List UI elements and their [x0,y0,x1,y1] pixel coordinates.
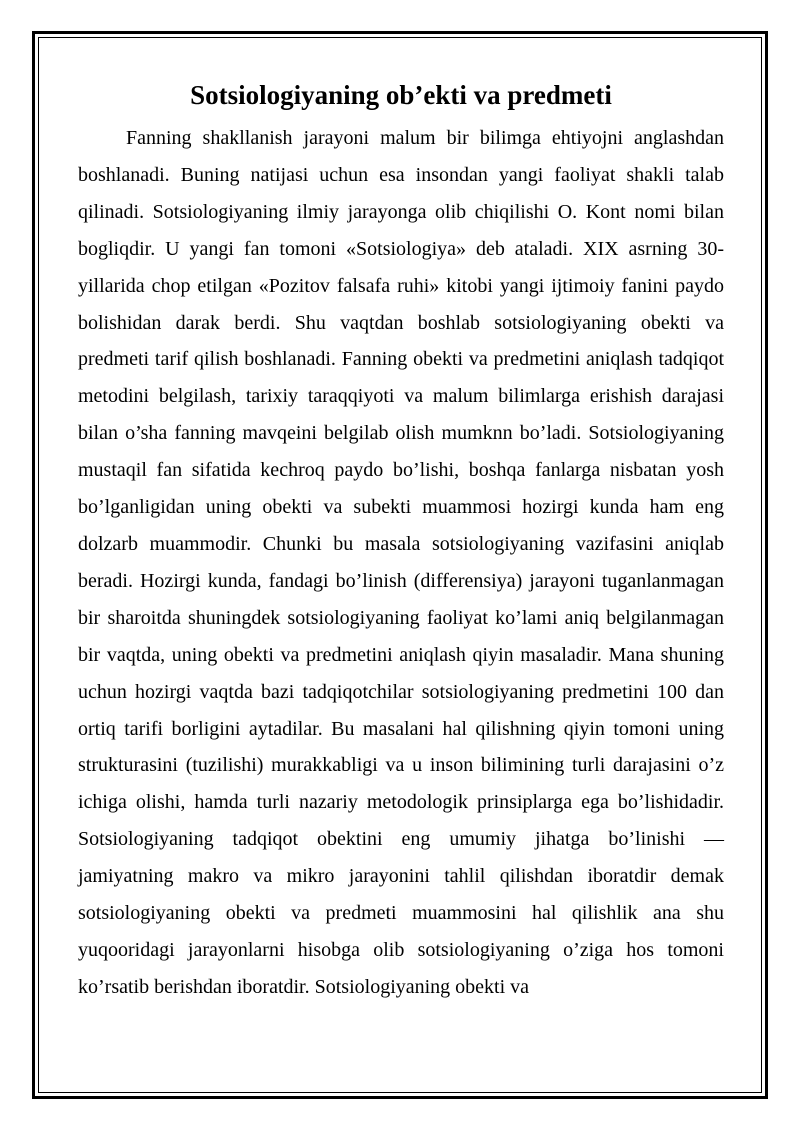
document-body-paragraph: Fanning shakllanish jarayoni malum bir bilimga ehtiyojni anglashdan boshlanadi. Buning natijasi uchun esa insondan yangi faoliyat shakli talab qilinadi. Sotsiologiyaning ilmiy jarayonga olib chiqilishi O. Kont nomi bilan bogliqdir. U yangi fan tomoni «Sotsiologiya» deb ataladi. XIX asrning 30-yillarida chop etilgan «Pozitov falsafa ruhi» kitobi yangi ijtimoiy fanini paydo bolishidan darak berdi. Shu vaqtdan boshlab sotsiologiyaning obekti va predmeti tarif qilish boshlanadi. Fanning obekti va predmetini aniqlash tadqiqot metodini belgilash, tarixiy taraqqiyoti va malum bilimlarga erishish darajasi bilan o’sha fanning mavqeini belgilab olish mumknn bo’ladi. Sotsiologiyaning mustaqil fan sifatida kechroq paydo bo’lishi, boshqa fanlarga nisbatan yosh bo’lganligidan uning obekti va subekti muammosi hozirgi kunda ham eng dolzarb muammodir. Chunki bu masala sotsiologiyaning vazifasini aniqlab beradi. Hozirgi kunda, fandagi bo’linish (differensiya) jarayoni tuganlanmagan bir sharoitda shuningdek sotsiologiyaning faoliyat ko’lami aniq belgilanmagan bir vaqtda, uning obekti va predmetini aniqlash qiyin masaladir. Mana shuning uchun hozirgi vaqtda bazi tadqiqotchilar sotsiologiyaning predmetini 100 dan ortiq tarifi borligini aytadilar. Bu masalani hal qilishning qiyin tomoni uning strukturasini (tuzilishi) murakkabligi va u inson bilimining turli darajasini o’z ichiga olishi, hamda turli nazariy metodologik prinsiplarga ega bo’lishidadir. Sotsiologiyaning tadqiqot obektini eng umumiy jihatga bo’linishi — jamiyatning makro va mikro jarayonini tahlil qilishdan iboratdir demak sotsiologiyaning obekti va predmeti muammosini hal qilishlik ana shu yuqooridagi jarayonlarni hisobga olib sotsiologiyaning o’ziga hos tomoni ko’rsatib berishdan iboratdir. Sotsiologiyaning obekti va [78,127,724,998]
document-content [78,70,724,1006]
document-title: Sotsiologiyaning ob’ekti va predmeti [190,80,612,110]
